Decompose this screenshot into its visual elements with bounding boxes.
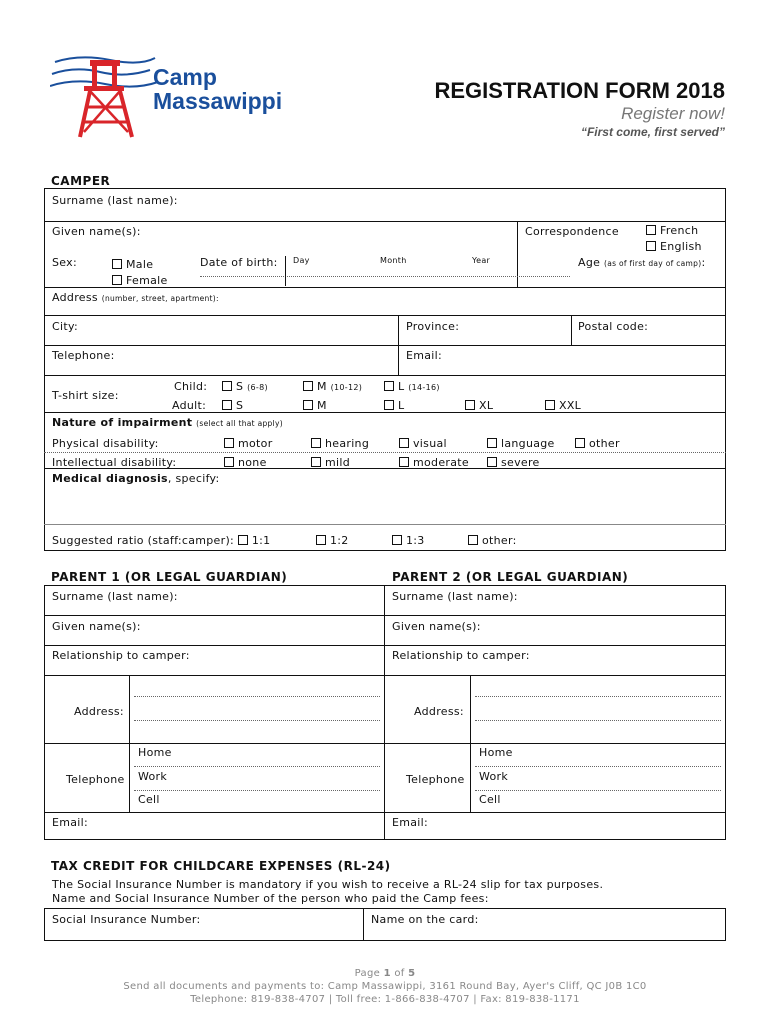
french-option[interactable]: French — [646, 224, 698, 237]
none-option[interactable]: none — [224, 456, 267, 469]
form-subtitle: Register now! — [621, 104, 725, 123]
checkbox[interactable] — [465, 400, 475, 410]
lifeguard-chair-icon — [50, 52, 160, 142]
camper-section-title: CAMPER — [51, 174, 111, 188]
checkbox[interactable] — [399, 457, 409, 467]
camp-logo — [50, 52, 295, 142]
p1-home-label: Home — [138, 746, 172, 759]
p1-email-label: Email: — [52, 816, 89, 829]
p1-given-label: Given name(s): — [52, 620, 141, 633]
ratio-1-1-checkbox[interactable] — [238, 535, 248, 545]
english-option[interactable]: English — [646, 240, 702, 253]
name-on-card-label: Name on the card: — [371, 913, 479, 926]
form-tagline: “First come, first served” — [580, 125, 725, 139]
checkbox[interactable] — [468, 535, 478, 545]
dob-day-label: Day — [293, 256, 310, 265]
email-label: Email: — [406, 349, 443, 362]
city-label: City: — [52, 320, 78, 333]
correspondence-label: Correspondence — [525, 225, 619, 238]
age-label: Age (as of first day of camp): — [578, 256, 706, 269]
female-checkbox[interactable] — [112, 275, 122, 285]
tax-section-title: TAX CREDIT FOR CHILDCARE EXPENSES (RL-24) — [51, 859, 391, 873]
checkbox[interactable] — [222, 400, 232, 410]
p1-surname-label: Surname (last name): — [52, 590, 178, 603]
male-checkbox[interactable] — [112, 259, 122, 269]
checkbox[interactable] — [487, 457, 497, 467]
logo-camp: Camp — [153, 64, 217, 90]
checkbox[interactable] — [303, 400, 313, 410]
p2-telephone-label: Telephone — [406, 773, 465, 786]
intellectual-label: Intellectual disability: — [52, 456, 177, 469]
checkbox[interactable] — [487, 438, 497, 448]
ratio-label: Suggested ratio (staff:camper): 1:1 — [52, 534, 271, 547]
tshirt-adult-l[interactable]: L — [384, 399, 404, 412]
tshirt-child-s[interactable]: S (6-8) — [222, 380, 268, 393]
parent1-title: PARENT 1 (OR LEGAL GUARDIAN) — [51, 570, 288, 584]
moderate-option[interactable]: moderate — [399, 456, 469, 469]
tshirt-adult-m[interactable]: M — [303, 399, 327, 412]
checkbox[interactable] — [384, 381, 394, 391]
male-option[interactable]: Male — [112, 258, 153, 271]
tshirt-adult-s[interactable]: S — [222, 399, 243, 412]
sex-label: Sex: — [52, 256, 77, 269]
other-option[interactable]: other — [575, 437, 620, 450]
checkbox[interactable] — [311, 438, 321, 448]
p2-relationship-label: Relationship to camper: — [392, 649, 530, 662]
page-number: Page 1 of 5 — [354, 968, 416, 979]
checkbox[interactable] — [311, 457, 321, 467]
p2-address-label: Address: — [414, 705, 464, 718]
dob-label: Date of birth: — [200, 256, 278, 269]
p2-surname-label: Surname (last name): — [392, 590, 518, 603]
p1-cell-label: Cell — [138, 793, 160, 806]
p2-cell-label: Cell — [479, 793, 501, 806]
checkbox[interactable] — [303, 381, 313, 391]
english-checkbox[interactable] — [646, 241, 656, 251]
checkbox[interactable] — [316, 535, 326, 545]
checkbox[interactable] — [545, 400, 555, 410]
tshirt-adult-xxl[interactable]: XXL — [545, 399, 581, 412]
tshirt-child-label: Child: — [174, 380, 208, 393]
checkbox[interactable] — [222, 381, 232, 391]
postal-code-label: Postal code: — [578, 320, 649, 333]
tshirt-child-m[interactable]: M (10-12) — [303, 380, 362, 393]
p1-relationship-label: Relationship to camper: — [52, 649, 190, 662]
p1-work-label: Work — [138, 770, 168, 783]
sin-label: Social Insurance Number: — [52, 913, 201, 926]
hearing-option[interactable]: hearing — [311, 437, 369, 450]
checkbox[interactable] — [224, 457, 234, 467]
p1-telephone-label: Telephone — [66, 773, 125, 786]
address-label: Address (number, street, apartment): — [52, 291, 219, 304]
severe-option[interactable]: severe — [487, 456, 540, 469]
checkbox[interactable] — [392, 535, 402, 545]
dob-month-label: Month — [380, 256, 407, 265]
checkbox[interactable] — [384, 400, 394, 410]
tshirt-label: T-shirt size: — [52, 389, 119, 402]
p2-home-label: Home — [479, 746, 513, 759]
p2-given-label: Given name(s): — [392, 620, 481, 633]
p2-email-label: Email: — [392, 816, 429, 829]
province-label: Province: — [406, 320, 460, 333]
camper-surname-label: Surname (last name): — [52, 194, 178, 207]
parent2-title: PARENT 2 (OR LEGAL GUARDIAN) — [392, 570, 629, 584]
mild-option[interactable]: mild — [311, 456, 350, 469]
diagnosis-label: Medical diagnosis, specify: — [52, 472, 220, 485]
dob-year-label: Year — [472, 256, 491, 265]
visual-option[interactable]: visual — [399, 437, 447, 450]
french-checkbox[interactable] — [646, 225, 656, 235]
motor-option[interactable]: motor — [224, 437, 273, 450]
language-option[interactable]: language — [487, 437, 555, 450]
checkbox[interactable] — [399, 438, 409, 448]
camper-given-label: Given name(s): — [52, 225, 141, 238]
tshirt-adult-label: Adult: — [172, 399, 207, 412]
tax-line1: The Social Insurance Number is mandatory if you wish to receive a RL-24 slip for tax purposes. — [52, 878, 604, 891]
checkbox[interactable] — [224, 438, 234, 448]
tax-line2: Name and Social Insurance Number of the person who paid the Camp fees: — [52, 892, 489, 905]
physical-label: Physical disability: — [52, 437, 159, 450]
tshirt-child-l[interactable]: L (14-16) — [384, 380, 440, 393]
impairment-label: Nature of impairment (select all that apply) — [52, 416, 283, 429]
ratio-1-2-option[interactable]: 1:2 — [316, 534, 349, 547]
form-title: REGISTRATION FORM 2018 — [434, 78, 725, 103]
telephone-label: Telephone: — [52, 349, 115, 362]
footer-contacts: Telephone: 819-838-4707 | Toll free: 1-866-838-4707 | Fax: 819-838-1171 — [190, 994, 580, 1005]
logo-massawippi: Massawippi — [153, 88, 283, 114]
female-option[interactable]: Female — [112, 274, 168, 287]
p1-address-label: Address: — [74, 705, 124, 718]
ratio-other-option[interactable]: other: — [468, 534, 517, 547]
tshirt-adult-xl[interactable]: XL — [465, 399, 493, 412]
checkbox[interactable] — [575, 438, 585, 448]
footer-address: Send all documents and payments to: Camp Massawippi, 3161 Round Bay, Ayer's Cliff, QC J0B 1C0 — [123, 981, 647, 992]
p2-work-label: Work — [479, 770, 509, 783]
ratio-1-3-option[interactable]: 1:3 — [392, 534, 425, 547]
